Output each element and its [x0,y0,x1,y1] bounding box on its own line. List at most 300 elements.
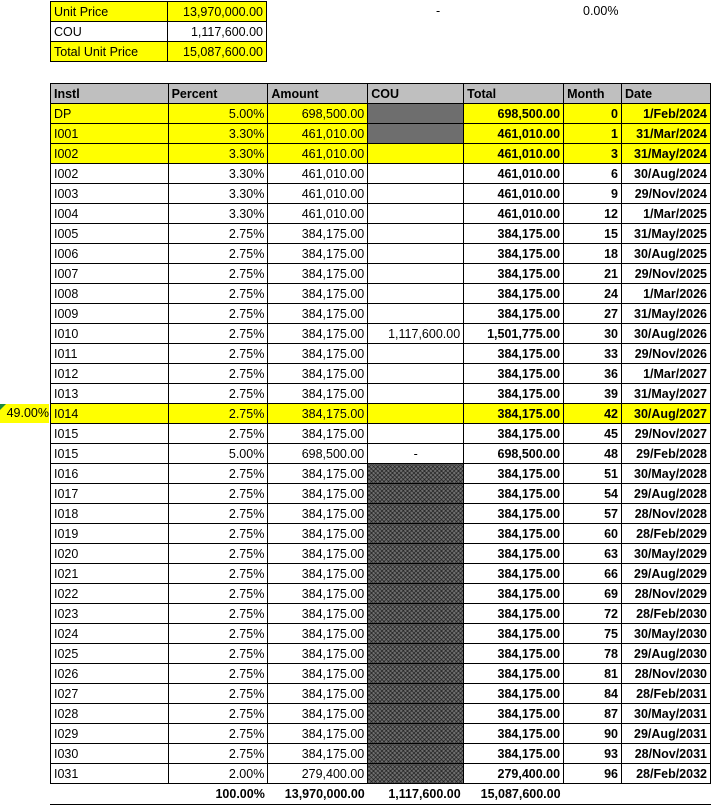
total-cell[interactable]: 384,175.00 [464,704,564,724]
date-cell[interactable]: 28/Feb/2032 [622,764,711,784]
total-cell[interactable]: 384,175.00 [464,404,564,424]
instl-cell[interactable]: I026 [51,664,169,684]
total-cell[interactable]: 384,175.00 [464,564,564,584]
table-row [51,544,711,564]
date-cell[interactable]: 28/Feb/2029 [622,524,711,544]
table-row [51,284,711,304]
instl-cell[interactable]: I017 [51,484,169,504]
percent-cell[interactable]: 3.30% [168,124,268,144]
percent-cell[interactable]: 2.75% [168,664,268,684]
amount-cell[interactable]: 384,175.00 [268,744,368,764]
date-cell[interactable]: 29/Nov/2025 [622,264,711,284]
month-cell[interactable]: 57 [564,504,622,524]
column-header[interactable]: Total [464,84,564,104]
date-cell[interactable]: 30/Aug/2025 [622,244,711,264]
month-cell[interactable]: 54 [564,484,622,504]
instl-cell[interactable]: I002 [51,144,169,164]
summary-value[interactable]: 15,087,600.00 [168,42,267,62]
cou-cell[interactable] [368,504,464,524]
amount-cell[interactable]: 698,500.00 [268,444,368,464]
date-cell[interactable]: 29/Aug/2029 [622,564,711,584]
month-cell[interactable]: 18 [564,244,622,264]
instl-cell[interactable]: I004 [51,204,169,224]
cou-cell[interactable] [368,724,464,744]
date-cell[interactable]: 1/Feb/2024 [622,104,711,124]
instl-cell[interactable]: I002 [51,164,169,184]
instl-cell[interactable]: I025 [51,644,169,664]
cou-cell[interactable] [368,704,464,724]
instl-cell[interactable]: I027 [51,684,169,704]
percent-cell[interactable]: 2.75% [168,724,268,744]
instl-cell[interactable]: I028 [51,704,169,724]
cou-cell[interactable] [368,684,464,704]
amount-cell[interactable]: 384,175.00 [268,704,368,724]
total-cell[interactable]: 384,175.00 [464,664,564,684]
instl-cell[interactable]: I008 [51,284,169,304]
amount-cell[interactable]: 384,175.00 [268,524,368,544]
table-row [51,384,711,404]
month-cell[interactable]: 36 [564,364,622,384]
table-row [51,404,711,424]
percent-cell[interactable]: 5.00% [168,444,268,464]
month-cell[interactable]: 45 [564,424,622,444]
table-row [51,184,711,204]
amount-cell[interactable]: 384,175.00 [268,664,368,684]
month-cell[interactable]: 21 [564,264,622,284]
table-row [51,464,711,484]
table-row [51,424,711,444]
total-cell[interactable]: 384,175.00 [464,424,564,444]
table-row [51,604,711,624]
summary-value[interactable]: 13,970,000.00 [168,2,267,22]
header-row [51,84,711,104]
table-row [51,124,711,144]
amount-cell[interactable]: 384,175.00 [268,644,368,664]
month-cell[interactable]: 48 [564,444,622,464]
totals-percent[interactable]: 100.00% [215,786,265,801]
column-header[interactable]: Month [564,84,622,104]
date-cell[interactable]: 31/May/2025 [622,224,711,244]
instl-cell[interactable]: I011 [51,344,169,364]
instl-cell[interactable]: I007 [51,264,169,284]
instl-cell[interactable]: I029 [51,724,169,744]
date-cell[interactable]: 30/Aug/2024 [622,164,711,184]
date-cell[interactable]: 31/May/2024 [622,144,711,164]
totals-empty [51,784,169,804]
instl-cell[interactable]: I013 [51,384,169,404]
table-row [51,164,711,184]
cou-cell[interactable] [368,624,464,644]
cou-cell[interactable] [368,464,464,484]
percent-cell[interactable]: 3.30% [168,204,268,224]
total-cell[interactable]: 461,010.00 [464,124,564,144]
amount-cell[interactable]: 384,175.00 [268,504,368,524]
percent-cell[interactable]: 2.75% [168,644,268,664]
percent-cell[interactable]: 3.30% [168,184,268,204]
total-cell[interactable]: 384,175.00 [464,244,564,264]
percent-cell[interactable]: 2.75% [168,564,268,584]
table-row [51,264,711,284]
date-cell[interactable]: 30/May/2028 [622,464,711,484]
percent-cell[interactable]: 3.30% [168,144,268,164]
amount-cell[interactable]: 384,175.00 [268,484,368,504]
total-cell[interactable]: 384,175.00 [464,624,564,644]
total-cell[interactable]: 384,175.00 [464,584,564,604]
amount-cell[interactable]: 384,175.00 [268,284,368,304]
percent-cell[interactable]: 2.75% [168,624,268,644]
date-cell[interactable]: 30/May/2031 [622,704,711,724]
cou-cell[interactable] [368,304,464,324]
instl-cell[interactable]: I014 [51,404,169,424]
month-cell[interactable]: 93 [564,744,622,764]
cou-cell[interactable] [368,744,464,764]
cou-cell[interactable] [368,644,464,664]
total-cell[interactable]: 461,010.00 [464,164,564,184]
table-row [51,724,711,744]
cou-cell[interactable]: - [368,444,464,464]
month-cell[interactable]: 1 [564,124,622,144]
installment-table [50,83,711,803]
amount-cell[interactable]: 384,175.00 [268,564,368,584]
total-cell[interactable]: 384,175.00 [464,464,564,484]
date-cell[interactable]: 29/Nov/2026 [622,344,711,364]
cou-cell[interactable] [368,764,464,784]
date-cell[interactable]: 29/Nov/2024 [622,184,711,204]
totals-empty [622,784,711,804]
instl-cell[interactable]: I019 [51,524,169,544]
amount-cell[interactable]: 384,175.00 [268,684,368,704]
instl-cell[interactable]: I024 [51,624,169,644]
amount-cell[interactable]: 384,175.00 [268,724,368,744]
percent-cell[interactable]: 2.75% [168,684,268,704]
total-cell[interactable]: 461,010.00 [464,204,564,224]
month-cell[interactable]: 39 [564,384,622,404]
table-row [51,624,711,644]
date-cell[interactable]: 28/Nov/2028 [622,504,711,524]
percent-cell[interactable]: 2.75% [168,324,268,344]
date-cell[interactable]: 30/Aug/2027 [622,404,711,424]
total-cell[interactable]: 698,500.00 [464,444,564,464]
date-cell[interactable]: 31/May/2027 [622,384,711,404]
cou-cell[interactable] [368,244,464,264]
date-cell[interactable]: 29/Nov/2027 [622,424,711,444]
date-cell[interactable]: 30/Aug/2026 [622,324,711,344]
percent-cell[interactable]: 2.75% [168,364,268,384]
amount-cell[interactable]: 384,175.00 [268,624,368,644]
percent-cell[interactable]: 2.75% [168,244,268,264]
summary-row [51,2,267,22]
instl-cell[interactable]: DP [51,104,169,124]
amount-cell[interactable]: 384,175.00 [268,304,368,324]
month-cell[interactable]: 87 [564,704,622,724]
month-cell[interactable]: 33 [564,344,622,364]
table-row [51,204,711,224]
table-row [51,324,711,344]
cou-cell[interactable] [368,344,464,364]
table-row [51,564,711,584]
cou-cell[interactable] [368,404,464,424]
month-cell[interactable]: 66 [564,564,622,584]
amount-cell[interactable]: 384,175.00 [268,224,368,244]
cou-cell[interactable] [368,364,464,384]
column-header[interactable]: COU [368,84,464,104]
instl-cell[interactable]: I010 [51,324,169,344]
month-cell[interactable]: 6 [564,164,622,184]
cou-cell[interactable]: 1,117,600.00 [368,324,464,344]
instl-cell[interactable]: I003 [51,184,169,204]
column-header[interactable]: Percent [168,84,268,104]
date-cell[interactable]: 29/Feb/2028 [622,444,711,464]
percent-cell[interactable]: 2.75% [168,704,268,724]
date-cell[interactable]: 28/Feb/2030 [622,604,711,624]
instl-cell[interactable]: I006 [51,244,169,264]
table-row [51,104,711,124]
table-row [51,344,711,364]
month-cell[interactable]: 60 [564,524,622,544]
amount-cell[interactable]: 384,175.00 [268,464,368,484]
total-cell[interactable]: 384,175.00 [464,644,564,664]
date-cell[interactable]: 28/Nov/2030 [622,664,711,684]
instl-cell[interactable]: I015 [51,424,169,444]
column-header[interactable]: Instl [51,84,169,104]
month-cell[interactable]: 9 [564,184,622,204]
amount-cell[interactable]: 384,175.00 [268,264,368,284]
month-cell[interactable]: 69 [564,584,622,604]
cou-cell[interactable] [368,124,464,144]
table-row [51,444,711,464]
summary-table [50,1,267,62]
date-cell[interactable]: 29/Aug/2030 [622,644,711,664]
cou-cell[interactable] [368,484,464,504]
percent-cell[interactable]: 2.75% [168,524,268,544]
month-cell[interactable]: 15 [564,224,622,244]
month-cell[interactable]: 63 [564,544,622,564]
date-cell[interactable]: 30/May/2030 [622,624,711,644]
total-cell[interactable]: 461,010.00 [464,184,564,204]
total-cell[interactable]: 384,175.00 [464,224,564,244]
percent-cell[interactable]: 3.30% [168,164,268,184]
table-row [51,224,711,244]
cou-cell[interactable] [368,584,464,604]
summary-value[interactable]: 1,117,600.00 [168,22,267,42]
instl-cell[interactable]: I021 [51,564,169,584]
month-cell[interactable]: 72 [564,604,622,624]
amount-cell[interactable]: 461,010.00 [268,184,368,204]
instl-cell[interactable]: I030 [51,744,169,764]
total-cell[interactable]: 384,175.00 [464,504,564,524]
cou-cell[interactable] [368,424,464,444]
summary-label[interactable]: COU [51,22,168,42]
month-cell[interactable]: 0 [564,104,622,124]
cou-cell[interactable] [368,664,464,684]
column-header[interactable]: Date [622,84,711,104]
total-cell[interactable]: 461,010.00 [464,144,564,164]
percent-cell[interactable]: 2.75% [168,604,268,624]
percent-cell[interactable]: 2.75% [168,464,268,484]
total-cell[interactable]: 384,175.00 [464,384,564,404]
percent-cell[interactable]: 5.00% [168,104,268,124]
month-cell[interactable]: 12 [564,204,622,224]
instl-cell[interactable]: I022 [51,584,169,604]
summary-label[interactable]: Unit Price [51,2,168,22]
amount-cell[interactable]: 461,010.00 [268,144,368,164]
totals-row [51,784,711,804]
cou-cell[interactable] [368,224,464,244]
percent-cell[interactable]: 2.75% [168,484,268,504]
percent-cell[interactable]: 2.75% [168,544,268,564]
table-row [51,584,711,604]
total-cell[interactable]: 384,175.00 [464,724,564,744]
amount-cell[interactable]: 461,010.00 [268,124,368,144]
percent-cell[interactable]: 2.75% [168,504,268,524]
table-row [51,664,711,684]
cou-cell[interactable] [368,284,464,304]
date-cell[interactable]: 28/Nov/2029 [622,584,711,604]
date-cell[interactable]: 1/Mar/2027 [622,364,711,384]
total-cell[interactable]: 384,175.00 [464,304,564,324]
totals-underline [50,804,711,805]
percent-cell[interactable]: 2.75% [168,744,268,764]
month-cell[interactable]: 3 [564,144,622,164]
percent-cell[interactable]: 2.75% [168,264,268,284]
instl-cell[interactable]: I020 [51,544,169,564]
total-cell[interactable]: 384,175.00 [464,364,564,384]
percent-cell[interactable]: 2.75% [168,224,268,244]
cou-cell[interactable] [368,104,464,124]
totals-cou[interactable]: 1,117,600.00 [388,786,461,801]
date-cell[interactable]: 1/Mar/2026 [622,284,711,304]
table-row [51,524,711,544]
total-cell[interactable]: 384,175.00 [464,484,564,504]
date-cell[interactable]: 31/Mar/2024 [622,124,711,144]
table-row [51,684,711,704]
amount-cell[interactable]: 384,175.00 [268,324,368,344]
percent-cell[interactable]: 2.75% [168,584,268,604]
table-row [51,144,711,164]
total-cell[interactable]: 384,175.00 [464,544,564,564]
percent-cell[interactable]: 2.75% [168,384,268,404]
cou-cell[interactable] [368,184,464,204]
table-row [51,484,711,504]
total-cell[interactable]: 384,175.00 [464,284,564,304]
month-cell[interactable]: 96 [564,764,622,784]
amount-cell[interactable]: 384,175.00 [268,384,368,404]
month-cell[interactable]: 51 [564,464,622,484]
date-cell[interactable]: 29/Aug/2031 [622,724,711,744]
total-cell[interactable]: 1,501,775.00 [464,324,564,344]
amount-cell[interactable]: 384,175.00 [268,584,368,604]
totals-total[interactable]: 15,087,600.00 [480,786,561,801]
cou-cell[interactable] [368,204,464,224]
cou-cell[interactable] [368,544,464,564]
date-cell[interactable]: 30/May/2029 [622,544,711,564]
date-cell[interactable]: 31/May/2026 [622,304,711,324]
percent-cell[interactable]: 2.75% [168,424,268,444]
total-cell[interactable]: 384,175.00 [464,744,564,764]
totals-amount[interactable]: 13,970,000.00 [284,786,365,801]
summary-row [51,22,267,42]
amount-cell[interactable]: 384,175.00 [268,404,368,424]
side-percent-cell[interactable]: 49.00% [0,404,49,423]
percent-cell[interactable]: 2.75% [168,404,268,424]
amount-cell[interactable]: 698,500.00 [268,104,368,124]
month-cell[interactable]: 90 [564,724,622,744]
instl-cell[interactable]: I005 [51,224,169,244]
table-row [51,644,711,664]
cou-cell[interactable] [368,524,464,544]
cou-cell[interactable] [368,164,464,184]
percent-cell[interactable]: 2.75% [168,284,268,304]
cou-cell[interactable] [368,384,464,404]
month-cell[interactable]: 24 [564,284,622,304]
table-row [51,304,711,324]
month-cell[interactable]: 81 [564,664,622,684]
total-cell[interactable]: 384,175.00 [464,604,564,624]
total-cell[interactable]: 279,400.00 [464,764,564,784]
table-row [51,504,711,524]
instl-cell[interactable]: I015 [51,444,169,464]
total-cell[interactable]: 384,175.00 [464,684,564,704]
total-cell[interactable]: 384,175.00 [464,524,564,544]
amount-cell[interactable]: 384,175.00 [268,604,368,624]
month-cell[interactable]: 30 [564,324,622,344]
cou-cell[interactable] [368,604,464,624]
instl-cell[interactable]: I016 [51,464,169,484]
total-cell[interactable]: 698,500.00 [464,104,564,124]
amount-cell[interactable]: 461,010.00 [268,204,368,224]
cou-cell[interactable] [368,264,464,284]
date-cell[interactable]: 29/Aug/2028 [622,484,711,504]
table-row [51,704,711,724]
date-cell[interactable]: 28/Feb/2031 [622,684,711,704]
instl-cell[interactable]: I023 [51,604,169,624]
date-cell[interactable]: 1/Mar/2025 [622,204,711,224]
summary-label[interactable]: Total Unit Price [51,42,168,62]
month-cell[interactable]: 42 [564,404,622,424]
instl-cell[interactable]: I031 [51,764,169,784]
column-header[interactable]: Amount [268,84,368,104]
amount-cell[interactable]: 384,175.00 [268,544,368,564]
total-cell[interactable]: 384,175.00 [464,264,564,284]
percent-cell[interactable]: 2.00% [168,764,268,784]
table-row [51,244,711,264]
amount-cell[interactable]: 384,175.00 [268,424,368,444]
table-row [51,364,711,384]
total-cell[interactable]: 384,175.00 [464,344,564,364]
totals-empty [564,784,622,804]
percent-cell[interactable]: 2.75% [168,304,268,324]
month-cell[interactable]: 75 [564,624,622,644]
amount-cell[interactable]: 384,175.00 [268,364,368,384]
cou-cell[interactable] [368,564,464,584]
table-row [51,764,711,784]
month-cell[interactable]: 78 [564,644,622,664]
percent-cell[interactable]: 2.75% [168,344,268,364]
summary-percent: 0.00% [583,4,619,18]
amount-cell[interactable]: 384,175.00 [268,244,368,264]
date-cell[interactable]: 28/Nov/2031 [622,744,711,764]
cou-cell[interactable] [368,144,464,164]
month-cell[interactable]: 27 [564,304,622,324]
month-cell[interactable]: 84 [564,684,622,704]
amount-cell[interactable]: 279,400.00 [268,764,368,784]
instl-cell[interactable]: I012 [51,364,169,384]
instl-cell[interactable]: I009 [51,304,169,324]
amount-cell[interactable]: 461,010.00 [268,164,368,184]
amount-cell[interactable]: 384,175.00 [268,344,368,364]
instl-cell[interactable]: I001 [51,124,169,144]
instl-cell[interactable]: I018 [51,504,169,524]
